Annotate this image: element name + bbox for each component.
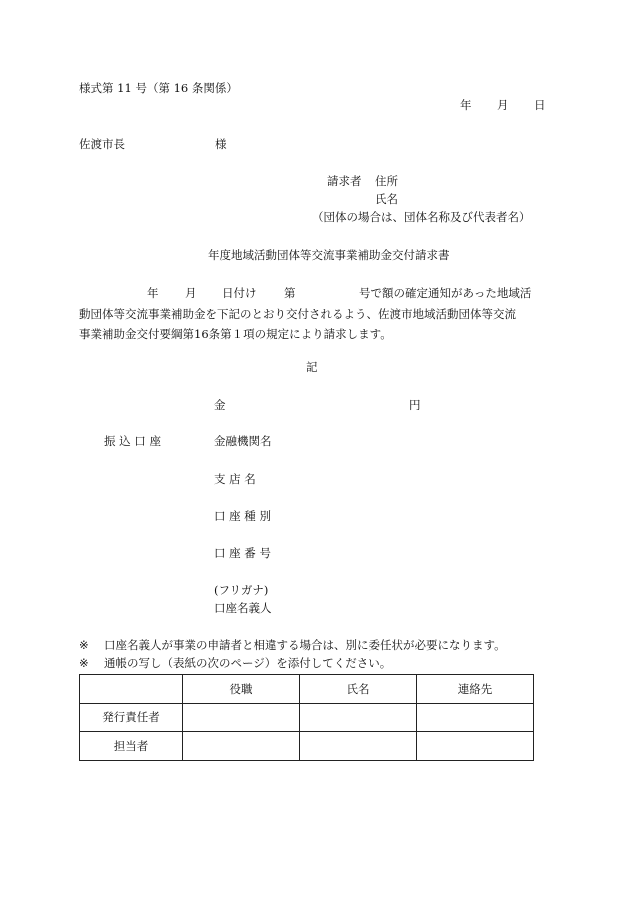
- table-cell[interactable]: [183, 703, 300, 732]
- body-paragraph: [79, 284, 549, 344]
- table-header-blank: [80, 675, 183, 704]
- note-mark-2: ※: [79, 656, 89, 670]
- table-cell[interactable]: [417, 703, 534, 732]
- body-dated: 日付け: [222, 286, 257, 300]
- body-line-3: 事業補助金交付要綱第16条第１項の規定により請求します。: [79, 327, 392, 341]
- addressee-honorific: 様: [215, 137, 227, 151]
- date-day-label: 日: [534, 98, 546, 112]
- bank-holder-label: 口座名義人: [214, 601, 272, 615]
- body-year: 年: [147, 286, 159, 300]
- amount-unit: 円: [409, 398, 421, 412]
- date-month-label: 月: [497, 98, 509, 112]
- note-mark-1: ※: [79, 638, 89, 652]
- body-line1-rest: 号で額の確定通知があった地域活: [359, 286, 532, 300]
- requester-note: （団体の場合は、団体名称及び代表者名）: [312, 210, 531, 224]
- note-text-2: 通帳の写し（表紙の次のページ）を添付してください。: [104, 656, 392, 670]
- table-row: [80, 732, 534, 761]
- amount-label: 金: [214, 398, 226, 412]
- body-line-2: 動団体等交流事業補助金を下記のとおり交付されるよう、佐渡市地域活動団体等交流: [79, 307, 516, 321]
- table-cell[interactable]: [417, 732, 534, 761]
- table-header-name: 氏名: [300, 675, 417, 704]
- contact-table: [79, 674, 534, 761]
- bank-branch-label: 支 店 名: [214, 472, 256, 486]
- addressee-name: 佐渡市長: [79, 137, 125, 151]
- table-row-label: 発行責任者: [80, 703, 183, 732]
- table-row-label: 担当者: [80, 732, 183, 761]
- body-line-1: [79, 284, 549, 304]
- requester-name-label: 氏名: [375, 192, 398, 206]
- table-header-contact: 連絡先: [417, 675, 534, 704]
- table-header-position: 役職: [183, 675, 300, 704]
- bank-furigana-label: (フリガナ): [214, 583, 269, 597]
- bank-account-type-label: 口 座 種 別: [214, 509, 271, 523]
- bank-section-label: 振 込 口 座: [104, 434, 161, 448]
- note-heading: 記: [306, 360, 318, 374]
- table-cell[interactable]: [300, 703, 417, 732]
- bank-account-number-label: 口 座 番 号: [214, 546, 271, 560]
- table-header-row: [80, 675, 534, 704]
- table-cell[interactable]: [183, 732, 300, 761]
- table-row: [80, 703, 534, 732]
- body-month: 月: [185, 286, 197, 300]
- requester-label: 請求者: [327, 174, 362, 188]
- form-number: 様式第 11 号（第 16 条関係）: [79, 81, 238, 95]
- note-text-1: 口座名義人が事業の申請者と相違する場合は、別に委任状が必要になります。: [104, 638, 506, 652]
- body-number: 第: [284, 286, 296, 300]
- requester-address-label: 住所: [375, 174, 398, 188]
- date-year-label: 年: [460, 98, 472, 112]
- table-cell[interactable]: [300, 732, 417, 761]
- bank-institution-label: 金融機関名: [214, 434, 272, 448]
- document-title: 年度地域活動団体等交流事業補助金交付請求書: [208, 248, 450, 262]
